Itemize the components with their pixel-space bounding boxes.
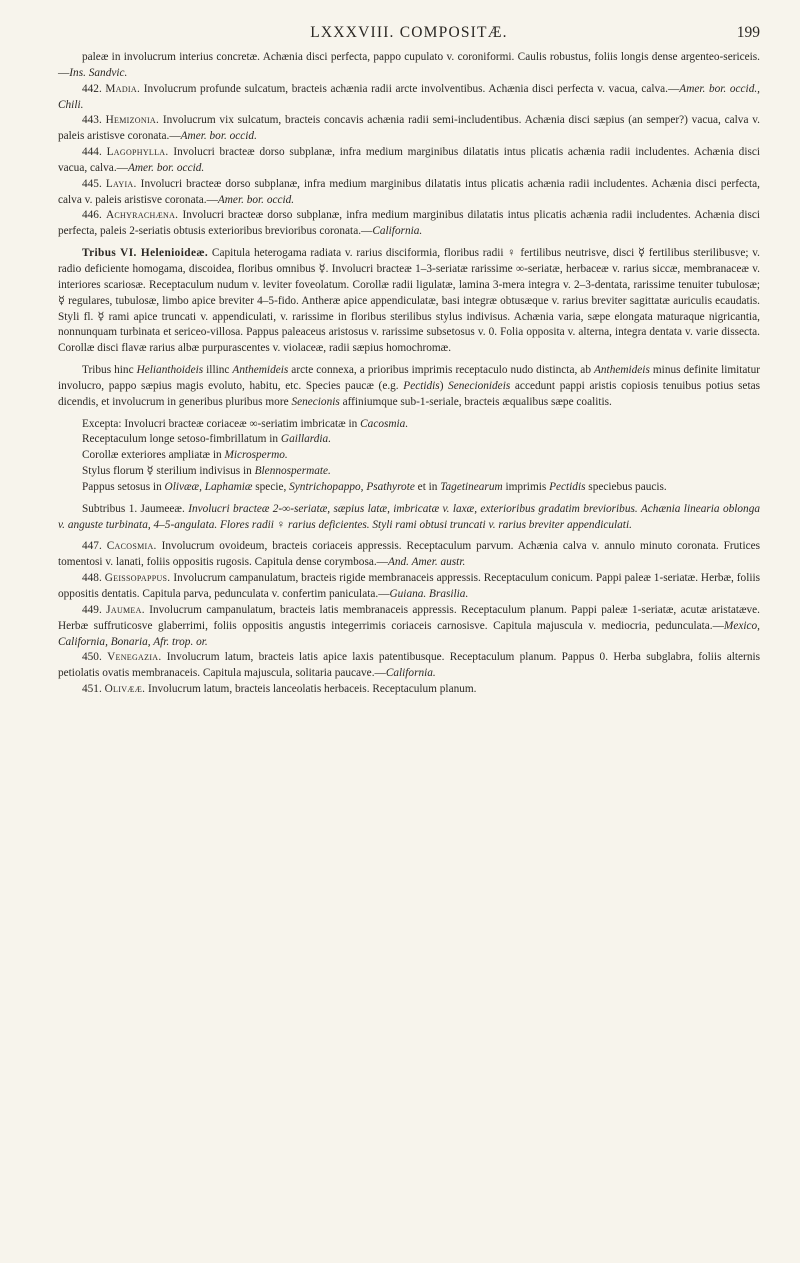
- text-run: paleæ in involucrum interius concretæ. Achænia disci perfecta, pappo cupulato v. coroniformi. Caulis robustus, foliis longis dense argenteo-sericeis.—: [58, 51, 760, 79]
- text-run: Ins. Sandvic.: [69, 66, 128, 79]
- text-run: et in: [414, 480, 441, 493]
- text-run: California.: [385, 667, 436, 680]
- running-head: LXXXVIII. COMPOSITÆ.: [310, 24, 508, 41]
- text-run: Amer. bor. occid.: [180, 130, 257, 143]
- text-run: affiniumque sub-1-seriale, bracteis æqualibus sæpe coalitis.: [339, 395, 612, 408]
- text-run: specie,: [252, 480, 290, 493]
- text-run: Involucrum profunde sulcatum, bracteis achænia radii arcte involventibus. Achænia disci perfecta v. vacua, calva.—: [140, 82, 680, 95]
- text-run: arcte connexa, a prioribus imprimis receptaculo nudo distincta, ab: [288, 364, 594, 377]
- text-run: Tagetinearum: [440, 480, 503, 493]
- text-run: Microspermo.: [224, 449, 288, 462]
- text-run: minus definite limitatur involucro, pappo sæpius magis evoluto, habitu, etc. Species paucæ (e.g.: [58, 364, 760, 392]
- text-run: 442.: [82, 82, 106, 95]
- paragraph: [58, 82, 760, 114]
- paragraph: [58, 145, 760, 177]
- tribe-heading: Tribus VI. Helenioideæ.: [82, 247, 209, 260]
- text-run: 450.: [82, 651, 108, 664]
- page-number: 199: [736, 24, 760, 41]
- paragraph: [58, 571, 760, 603]
- text-run: Guiana. Brasilia.: [389, 588, 469, 600]
- paragraph: [58, 650, 760, 682]
- text-run: Cacosmia.: [360, 417, 409, 430]
- text-run: Corollæ exteriores ampliatæ in: [82, 449, 225, 462]
- text-run: Senecionis: [291, 395, 340, 408]
- text-run: Pectidis: [549, 480, 586, 493]
- text-run: accedunt pappi aristis copiosis tenuibus potius setas dicendis, et involucrum in generibus pluribus more: [58, 379, 760, 408]
- text-run: Involucrum campanulatum, bracteis rigide membranaceis appressis. Receptaculum conicum. Pappi paleæ 1-seriatæ. Herbæ, foliis oppositis dentatis. Capitula parva, pedunculata v. confertim paniculata.—: [58, 572, 761, 600]
- text-run: Involucri bracteæ 2-∞-seriatæ, sæpius latæ, imbricatæ v. laxæ, exterioribus gradatim brevioribus. Achænia linearia oblonga v. anguste turbinata, 4–5-angulata. Flores radii ♀ rarius deficientes. Styli rami obtusi truncati v. rarius breviter appendiculati.: [58, 502, 760, 531]
- text-run: Amer. bor. occid.: [127, 161, 205, 174]
- text-run: 446.: [82, 209, 106, 222]
- text-run: 449.: [82, 603, 107, 616]
- text-run: Pectidis: [403, 379, 440, 392]
- text-run: Capitula heterogama radiata v. rarius disciformia, floribus radii ♀ fertilibus neutrisve, disci ☿ fertilibus sterilibusve; v. radio deficiente homogama, discoidea, floribus omnibus ☿. Involucri bracteæ 1–3-seriatæ rarissime ∞-seriatæ, herbaceæ v. rarius siccæ, membranaceæ v. interiores scariosæ. Receptaculum nudum v. leviter foveolatum. Corollæ radii ligulatæ, lamina 3-mera integra v. 2–3-dentata, rarissime tenuiter tubulosæ; ☿ regulares, tubulosæ, limbo apice breviter 4–5-fido. Antheræ apice appendiculatæ, basi integræ obtusæque v. rarius breviter sagittatæ auriculis ecaudatis. Styli fl. ☿ rami apice truncati v. appendiculati, v. rarissime in floribus sterilibus stylus indivisus. Achænia varia, sæpe elongata maturaque nigricantia, nonnunquam turbinata et sericeo-villosa. Pappus paleaceus aristosus v. rarissime subsetosus v. 0. Folia opposita v. alterna, integra dentata v. varie dissecta. Corollæ disci flavæ rarius albæ purpurascentes v. violaceæ, radii sæpius homochromæ.: [58, 247, 761, 355]
- text-run: Involucrum ovoideum, bracteis coriaceis appressis. Receptaculum parvum. Achænia calva v. annulo minuto coronata. Frutices tomentosi v. lanati, foliis oppositis rugosis. Capitula dense corymbosa.—: [58, 540, 761, 569]
- text-run: Involucrum vix sulcatum, bracteis concavis achænia radii semi-includentibus. Achænia disci sæpius (an semper?) vacua, calva v. paleis aristisve coronata.—: [58, 114, 761, 143]
- paragraph: [58, 113, 760, 145]
- text-run: 447.: [82, 540, 107, 553]
- text-run: Blennospermate.: [254, 465, 331, 478]
- paragraph: [58, 50, 760, 82]
- text-run: Excepta: Involucri bracteæ coriaceæ ∞-seriatim imbricatæ in: [82, 417, 361, 430]
- genus-name: Cacosmia.: [106, 540, 157, 553]
- paragraph: [58, 363, 760, 411]
- text-run: Pappus setosus in: [82, 480, 165, 493]
- paragraph: [58, 432, 760, 448]
- genus-name: Hemizonia.: [105, 114, 160, 127]
- text-run: Olivææ, Laphamiæ: [164, 480, 253, 493]
- text-run: 445.: [82, 177, 106, 190]
- text-run: imprimis: [502, 480, 550, 493]
- paragraph: [58, 177, 760, 209]
- text-run: And. Amer. austr.: [387, 556, 466, 569]
- genus-name: Layia.: [105, 177, 137, 190]
- text-run: California.: [372, 225, 423, 238]
- text-run: speciebus paucis.: [585, 480, 667, 493]
- paragraph: [58, 246, 760, 357]
- paragraph: [58, 502, 760, 534]
- text-run: Amer. bor. occid., Chili.: [58, 82, 760, 111]
- paragraph: [58, 682, 760, 698]
- text-run: Syntrichopappo, Psathyrote: [289, 480, 415, 493]
- text-run: Involucrum campanulatum, bracteis latis membranaceis appressis. Receptaculum planum. Pappi paleæ 1-seriatæ, acutæ aristatæve. Herbæ suffruticosve glaberrimi, foliis oppositis angustis integerrimis coriaceis carnosisve. Capitula majuscula v. mediocria, pedunculata.—: [58, 603, 761, 632]
- paragraph: [58, 448, 760, 464]
- paragraph: [58, 464, 760, 480]
- body-text: [58, 50, 760, 698]
- text-run: Involucri bracteæ dorso subplanæ, infra medium marginibus dilatatis intus plicatis achænia radii includentes. Achænia disci perfecta, paleis 2-seriatis obtusis exterioribus brevioribus coronata.—: [58, 209, 761, 238]
- text-run: Amer. bor. occid.: [217, 193, 295, 206]
- genus-name: Venegazia.: [107, 651, 162, 664]
- text-run: 443.: [82, 114, 106, 127]
- paragraph: [58, 603, 760, 651]
- paragraph: [58, 417, 760, 433]
- genus-name: Achyrachæna.: [105, 209, 179, 222]
- text-run: 448.: [82, 572, 105, 585]
- text-run: Gaillardia.: [280, 433, 332, 446]
- paragraph: [58, 539, 760, 571]
- text-run: illinc: [203, 364, 233, 377]
- text-run: Tribus hinc: [82, 364, 137, 377]
- text-run: 444.: [82, 146, 107, 159]
- text-run: Involucrum latum, bracteis lanceolatis herbaceis. Receptaculum planum.: [145, 683, 477, 696]
- text-run: Stylus florum ☿ sterilium indivisus in: [82, 465, 255, 478]
- text-run: Helianthoideis: [136, 364, 204, 377]
- page-header: [58, 20, 760, 50]
- text-run: Involucrum latum, bracteis latis apice laxis patentibusque. Receptaculum planum. Pappus 0. Herba subglabra, foliis alternis petiolatis ovatis membranaceis. Capitula majuscula, solitaria paucave.—: [58, 651, 760, 680]
- genus-name: Madia.: [105, 82, 141, 95]
- genus-name: Geissopappus.: [104, 572, 171, 585]
- text-run: ): [439, 379, 449, 392]
- genus-name: Jaumea.: [106, 603, 145, 616]
- paragraph: [58, 480, 760, 496]
- text-run: Senecionideis: [448, 379, 511, 392]
- text-run: Anthemideis: [232, 364, 289, 377]
- text-run: Mexico, California, Bonaria, Afr. trop. or.: [58, 619, 760, 648]
- text-run: Anthemideis: [594, 364, 650, 377]
- text-run: Receptaculum longe setoso-fimbrillatum in: [82, 433, 281, 446]
- paragraph: [58, 208, 760, 240]
- text-run: 451.: [82, 683, 105, 696]
- genus-name: Lagophylla.: [106, 146, 169, 159]
- text-run: Involucri bracteæ dorso subplanæ, infra medium marginibus dilatatis intus plicatis achænia radii includentes. Achænia disci vacua, calva.—: [58, 146, 761, 174]
- genus-name: Olivææ.: [104, 683, 146, 696]
- text-run: Subtribus 1. Jaumeeæ.: [82, 502, 189, 515]
- text-run: Involucri bracteæ dorso subplanæ, infra medium marginibus dilatatis intus plicatis achænia radii includentes. Achænia disci perfecta, calva v. paleis aristisve coronata.—: [58, 177, 761, 206]
